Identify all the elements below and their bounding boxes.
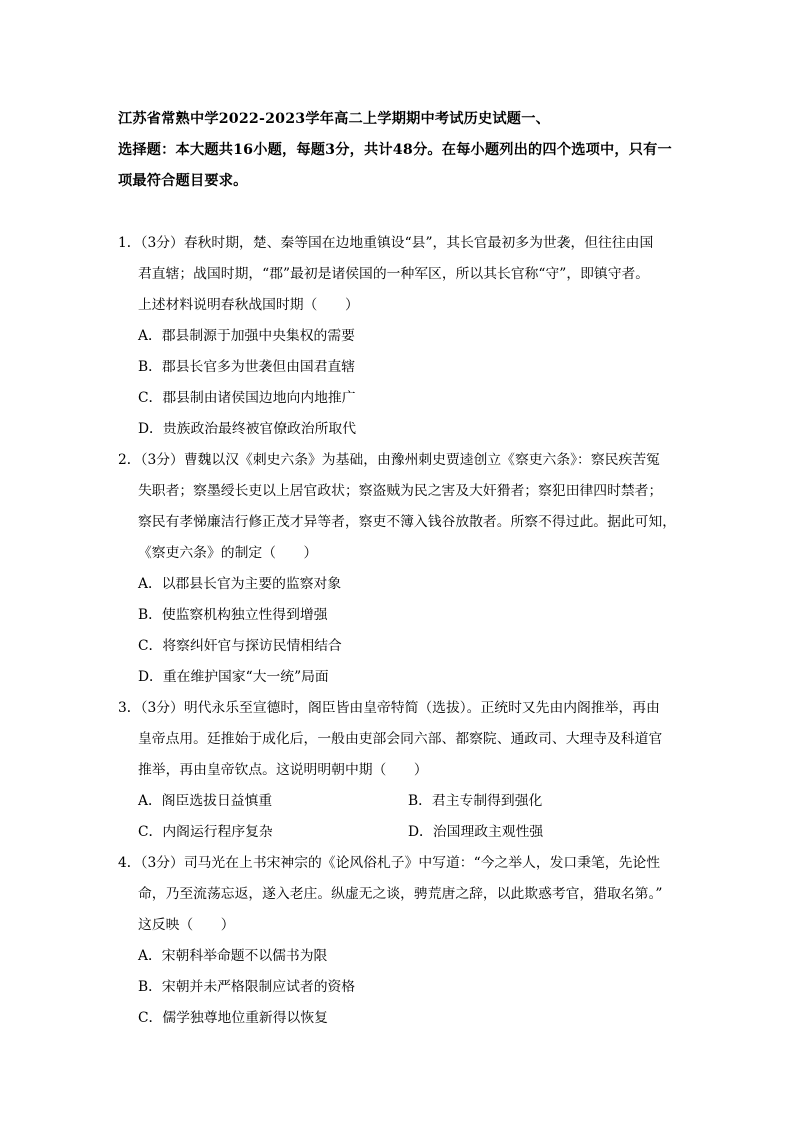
question-stem-line: 4．（3分）司马光在上书宋神宗的《论风俗札子》中写道：“今之举人，发口秉笔，先论性 bbox=[118, 855, 660, 871]
question-4 bbox=[118, 848, 678, 1034]
option-b: B．使监察机构独立性得到增强 bbox=[138, 607, 328, 623]
option-row bbox=[118, 817, 678, 848]
option-a: A．郡县制源于加强中央集权的需要 bbox=[138, 328, 355, 344]
section-instructions-line: 项最符合题目要求。 bbox=[118, 173, 248, 189]
question-stem-line: 《察吏六条》的制定（ ） bbox=[138, 545, 318, 561]
question-3 bbox=[118, 693, 678, 848]
question-stem-line: 察民有孝悌廉洁行修正茂才异等者，察吏不簿入钱谷放散者。所察不得过此。据此可知， bbox=[138, 514, 677, 530]
option-d: D．贵族政治最终被官僚政治所取代 bbox=[138, 421, 357, 437]
question-list bbox=[118, 228, 678, 1034]
option-b: B．宋朝并未严格限制应试者的资格 bbox=[138, 979, 356, 995]
question-stem-line: 这反映（ ） bbox=[138, 917, 235, 933]
question-stem-line: 推举，再由皇帝钦点。这说明明朝中期（ ） bbox=[138, 762, 428, 778]
exam-title-line: 江苏省常熟中学2022-2023学年高二上学期期中考试历史试题一、 bbox=[118, 111, 550, 127]
question-2 bbox=[118, 445, 678, 693]
question-stem-line: 上述材料说明春秋战国时期（ ） bbox=[138, 297, 359, 313]
option-c: C．郡县制由诸侯国边地向内地推广 bbox=[138, 390, 356, 406]
section-instructions-line: 选择题：本大题共16小题，每题3分，共计48分。在每小题列出的四个选项中，只有一 bbox=[118, 142, 672, 158]
option-b: B．郡县长官多为世袭但由国君直辖 bbox=[138, 359, 356, 375]
option-c: C．内阁运行程序复杂 bbox=[138, 824, 273, 840]
option-b: B．君主专制得到强化 bbox=[408, 793, 543, 809]
question-stem-line: 君直辖；战国时期，“郡”最初是诸侯国的一种军区，所以其长官称“守”，即镇守者。 bbox=[138, 266, 650, 282]
question-stem-line: 失职者；察墨绶长吏以上居官政状；察盗贼为民之害及大奸猾者；察犯田律四时禁者； bbox=[138, 483, 663, 499]
option-d: D．治国理政主观性强 bbox=[408, 824, 544, 840]
question-stem-line: 命，乃至流荡忘返，遂入老庄。纵虚无之谈，骋荒唐之辞，以此欺惑考官，猎取名第。” bbox=[138, 886, 663, 902]
question-stem-line: 3．（3分）明代永乐至宣德时，阁臣皆由皇帝特简（选拔）。正统时又先由内阁推举，再由 bbox=[118, 700, 660, 716]
question-stem-line: 2．（3分）曹魏以汉《刺史六条》为基础，由豫州刺史贾逵创立《察吏六条》：察民疾苦冤 bbox=[118, 452, 660, 468]
option-c: C．儒学独尊地位重新得以恢复 bbox=[138, 1010, 328, 1026]
question-stem-line: 皇帝点用。廷推始于成化后，一般由吏部会同六部、都察院、通政司、大理寺及科道官 bbox=[138, 731, 663, 747]
option-a: A．宋朝科举命题不以儒书为限 bbox=[138, 948, 328, 964]
option-a: A．以郡县长官为主要的监察对象 bbox=[138, 576, 342, 592]
option-a: A．阁臣选拔日益慎重 bbox=[138, 793, 273, 809]
option-d: D．重在维护国家“大一统”局面 bbox=[138, 669, 329, 685]
option-c: C．将察纠奸官与探访民情相结合 bbox=[138, 638, 342, 654]
question-stem-line: 1．（3分）春秋时期，楚、秦等国在边地重镇设“县”，其长官最初多为世袭，但往往由国 bbox=[118, 235, 654, 251]
question-1 bbox=[118, 228, 678, 445]
option-row bbox=[118, 786, 678, 817]
exam-header bbox=[118, 104, 678, 197]
